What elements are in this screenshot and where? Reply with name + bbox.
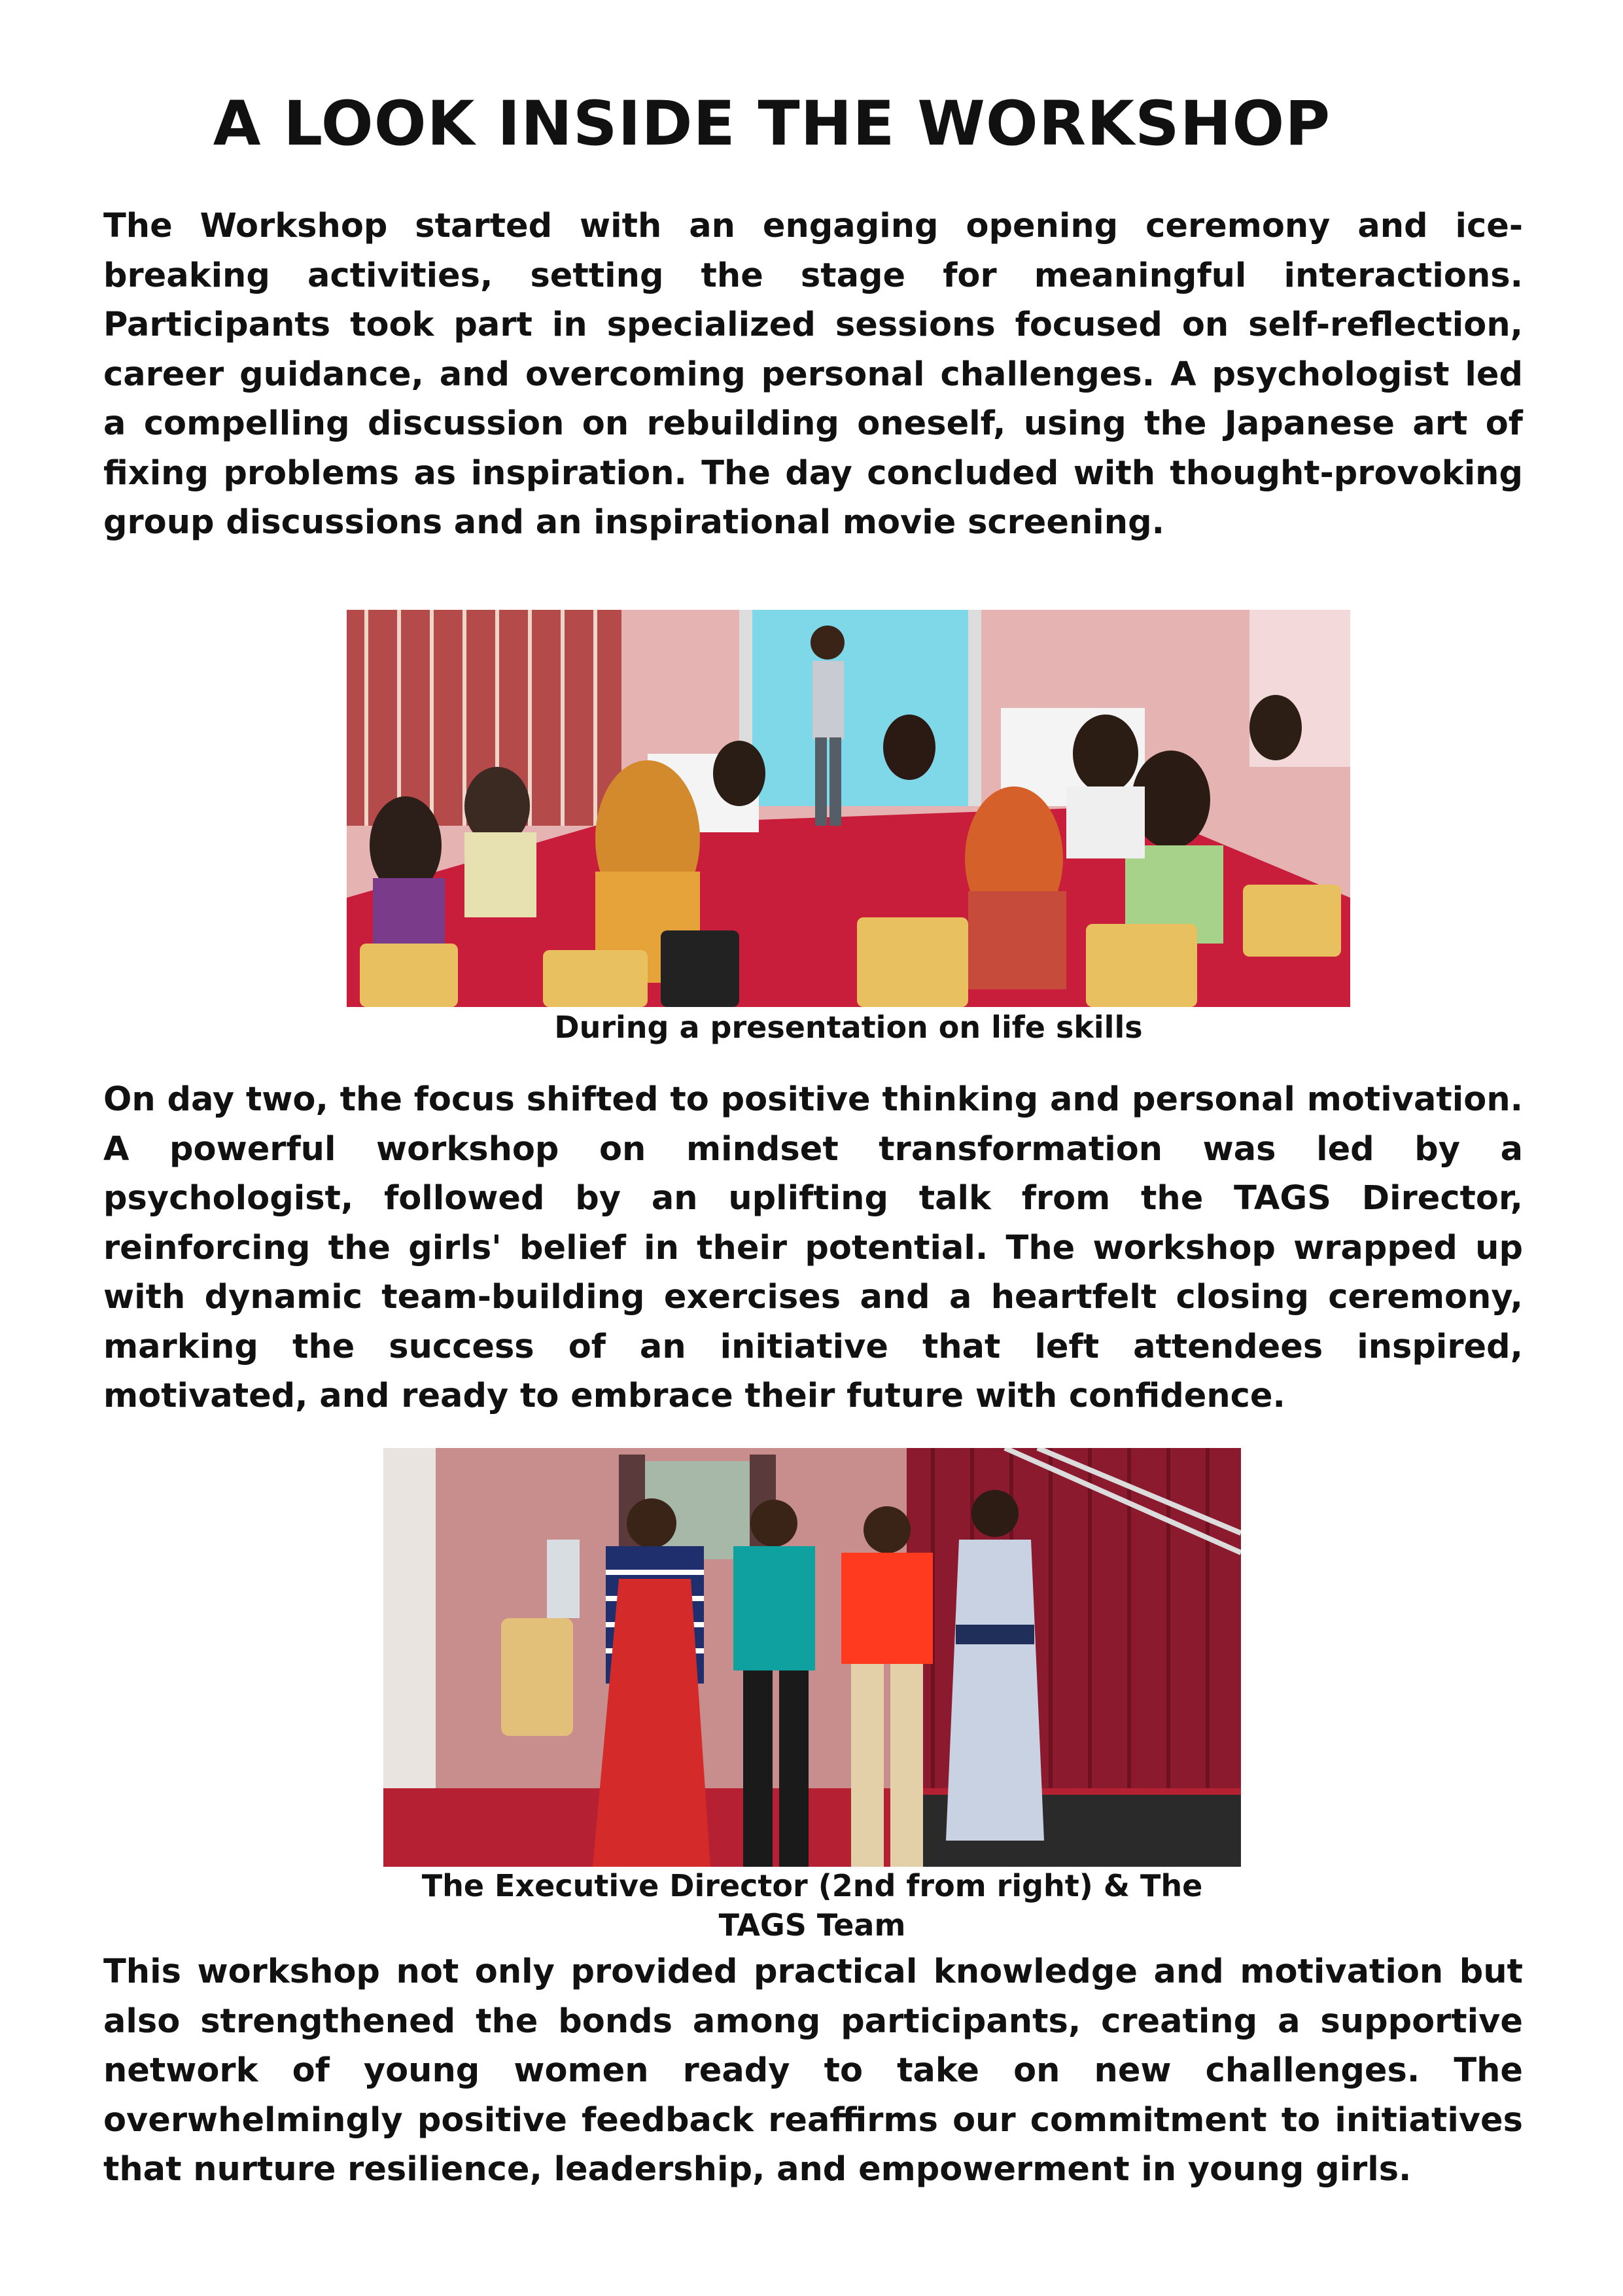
- page-title: A LOOK INSIDE THE WORKSHOP: [213, 88, 1331, 160]
- closing-paragraph: This workshop not only provided practical knowledge and motivation but also strengthened the bonds among participants, creating a supportive network of young women ready to take on new challenges. The overwhelmingly positive feedback reaffirms our commitment to initiatives that nurture resilience, leadership, and empowerment in young girls.: [103, 1952, 1523, 2189]
- presentation-photo-caption: During a presentation on life skills: [554, 1010, 1143, 1045]
- day-two-paragraph: On day two, the focus shifted to positive thinking and personal motivation. A powerful workshop on mindset transformation was led by a psychologist, followed by an uplifting talk from the TAGS Director, reinforcing the girls' belief in their potential. The workshop wrapped up with dynamic team-building exercises and a heartfelt closing ceremony, marking the success of an initiative that left attendees inspired, motivated, and ready to embrace their future with confidence.: [103, 1080, 1523, 1415]
- team-photo: [383, 1448, 1241, 1867]
- team-photo-caption: The Executive Director (2nd from right) & The TAGS Team: [421, 1868, 1203, 1943]
- presentation-photo: [347, 610, 1350, 1007]
- intro-paragraph: The Workshop started with an engaging opening ceremony and ice-breaking activities, setting the stage for meaningful interactions. Participants took part in specialized sessions focused on self-reflection, career guidance, and overcoming personal challenges. A psychologist led a compelling discussion on rebuilding oneself, using the Japanese art of fixing problems as inspiration. The day concluded with thought-provoking group discussions and an inspirational movie screening.: [103, 207, 1523, 542]
